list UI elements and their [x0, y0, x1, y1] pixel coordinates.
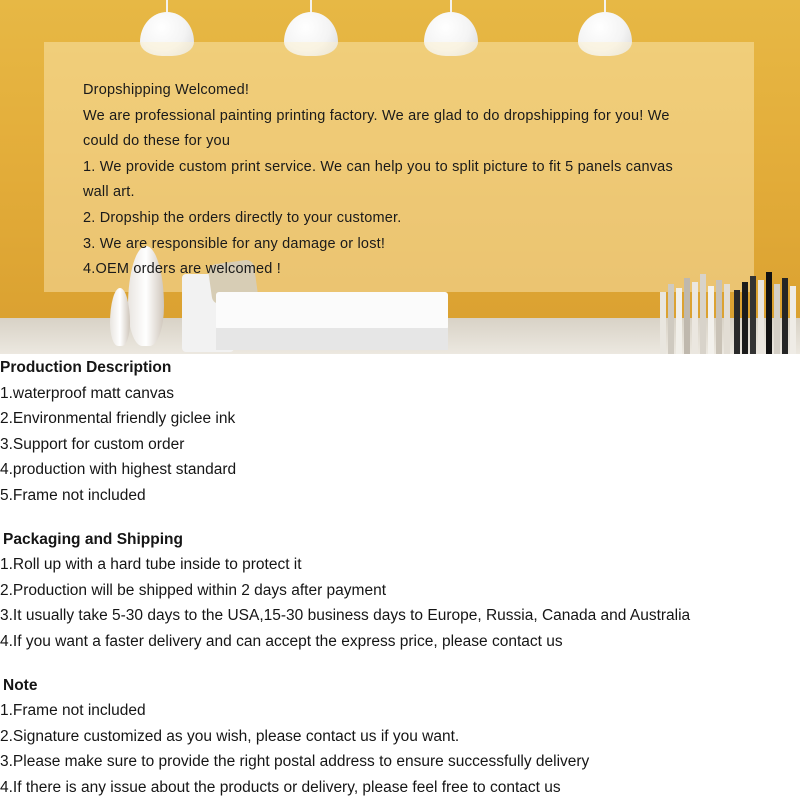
notice-line: 1. We provide custom print service. We can help you to split picture to fit 5 panels canvas	[83, 158, 673, 175]
notice-line: 3. We are responsible for any damage or lost!	[83, 235, 386, 252]
production-heading: Production Description	[0, 359, 172, 376]
list-item: 1.Roll up with a hard tube inside to protect it	[0, 556, 302, 574]
list-item: 4.production with highest standard	[0, 461, 237, 479]
list-item: 4.If you want a faster delivery and can accept the express price, please contact us	[0, 632, 563, 650]
notice-line: could do these for you	[83, 133, 231, 150]
list-item: 1.waterproof matt canvas	[0, 384, 175, 402]
product-details	[0, 355, 800, 801]
notice-line: 4.OEM orders are welcomed !	[83, 261, 281, 278]
dropshipping-notice	[83, 78, 743, 283]
list-item: 1.Frame not included	[0, 702, 146, 720]
list-item: 2.Environmental friendly giclee ink	[0, 410, 236, 428]
notice-line: wall art.	[83, 184, 135, 201]
notice-line: Dropshipping Welcomed!	[83, 82, 250, 98]
list-item: 2.Production will be shipped within 2 days after payment	[0, 581, 386, 599]
note-heading: Note	[3, 676, 38, 694]
list-item: 3.It usually take 5-30 days to the USA,15-30 business days to Europe, Russia, Canada and Australia	[0, 607, 691, 625]
list-item: 3.Support for custom order	[0, 435, 185, 453]
list-item: 4.If there is any issue about the products or delivery, please feel free to contact us	[0, 778, 561, 796]
vase-icon	[110, 288, 130, 346]
list-item: 2.Signature customized as you wish, please contact us if you want.	[0, 727, 460, 745]
list-item: 3.Please make sure to provide the right postal address to ensure successfully delivery	[0, 753, 590, 771]
list-item: 5.Frame not included	[0, 486, 146, 504]
banner-image	[0, 0, 800, 354]
notice-line: We are professional painting printing factory. We are glad to do dropshipping for you! We	[83, 107, 670, 124]
notice-line: 2. Dropship the orders directly to your customer.	[83, 209, 402, 226]
packaging-heading: Packaging and Shipping	[3, 530, 183, 548]
